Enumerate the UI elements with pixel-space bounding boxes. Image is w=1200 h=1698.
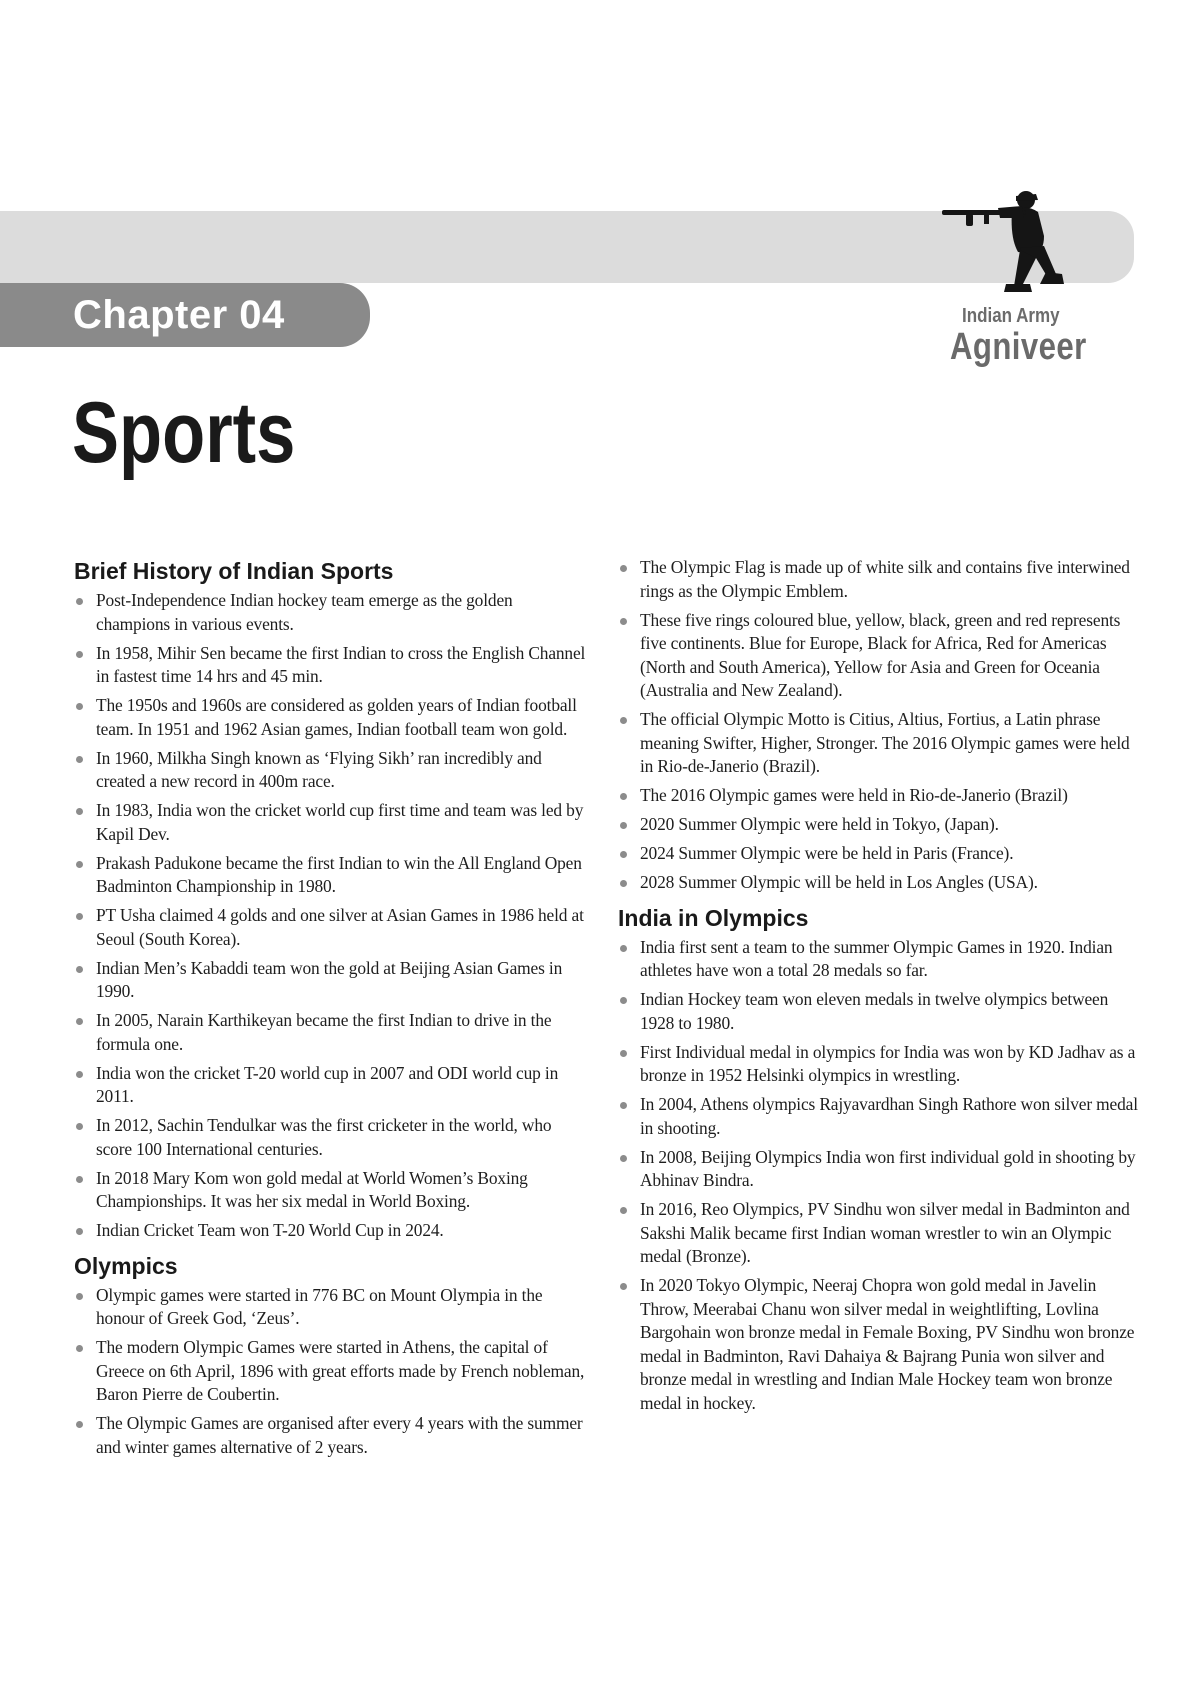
list-item: PT Usha claimed 4 golds and one silver at Asian Games in 1986 held at Seoul (South Korea). bbox=[74, 904, 590, 951]
list-item: India first sent a team to the summer Olympic Games in 1920. Indian athletes have won a total 28 medals so far. bbox=[618, 936, 1138, 983]
olympics-list bbox=[74, 1284, 590, 1460]
list-item: Prakash Padukone became the first Indian to win the All England Open Badminton Championship in 1980. bbox=[74, 852, 590, 899]
list-item: Indian Hockey team won eleven medals in twelve olympics between 1928 to 1980. bbox=[618, 988, 1138, 1035]
list-item: The official Olympic Motto is Citius, Altius, Fortius, a Latin phrase meaning Swifter, Higher, Stronger. The 2016 Olympic games were held in Rio-de-Janerio (Brazil). bbox=[618, 708, 1138, 779]
list-item: In 2005, Narain Karthikeyan became the first Indian to drive in the formula one. bbox=[74, 1009, 590, 1056]
list-item: Indian Men’s Kabaddi team won the gold at Beijing Asian Games in 1990. bbox=[74, 957, 590, 1004]
list-item: 2028 Summer Olympic will be held in Los Angles (USA). bbox=[618, 871, 1138, 895]
list-item: In 2020 Tokyo Olympic, Neeraj Chopra won gold medal in Javelin Throw, Meerabai Chanu won silver medal in weightlifting, Lovlina Bargohain won bronze medal in Female Boxing, PV Sindhu won bronze medal in Badminton, Ravi Dahaiya & Bajrang Punia won silver and bronze medal in wrestling and Indian Male Hockey team won bronze medal in hockey. bbox=[618, 1274, 1138, 1415]
list-item: Olympic games were started in 776 BC on Mount Olympia in the honour of Greek God, ‘Zeus’. bbox=[74, 1284, 590, 1331]
list-item: The modern Olympic Games were started in Athens, the capital of Greece on 6th April, 1896 with great efforts made by French nobleman, Baron Pierre de Coubertin. bbox=[74, 1336, 590, 1407]
list-item: In 2018 Mary Kom won gold medal at World Women’s Boxing Championships. It was her six medal in World Boxing. bbox=[74, 1167, 590, 1214]
list-item: India won the cricket T-20 world cup in 2007 and ODI world cup in 2011. bbox=[74, 1062, 590, 1109]
chapter-label: Chapter 04 bbox=[73, 293, 285, 337]
list-item: 2020 Summer Olympic were held in Tokyo, (Japan). bbox=[618, 813, 1138, 837]
list-item: The Olympic Flag is made up of white silk and contains five interwined rings as the Olympic Emblem. bbox=[618, 556, 1138, 603]
section-heading-india-olympics: India in Olympics bbox=[618, 904, 809, 931]
list-item: In 2016, Reo Olympics, PV Sindhu won silver medal in Badminton and Sakshi Malik became first Indian woman wrestler to win an Olympic medal (Bronze). bbox=[618, 1198, 1138, 1269]
brand-logo-text: Agniveer bbox=[950, 326, 1087, 368]
left-column bbox=[74, 556, 590, 1465]
list-item: Post-Independence Indian hockey team emerge as the golden champions in various events. bbox=[74, 589, 590, 636]
section-heading-history: Brief History of Indian Sports bbox=[74, 558, 394, 584]
list-item: The 2016 Olympic games were held in Rio-de-Janerio (Brazil) bbox=[618, 784, 1138, 808]
right-column bbox=[618, 556, 1138, 1421]
brand-subtitle: Indian Army bbox=[962, 305, 1060, 327]
india-olympics-list bbox=[618, 936, 1138, 1416]
list-item: The Olympic Games are organised after every 4 years with the summer and winter games alternative of 2 years. bbox=[74, 1412, 590, 1459]
section-heading-olympics: Olympics bbox=[74, 1252, 178, 1279]
list-item: In 1983, India won the cricket world cup first time and team was led by Kapil Dev. bbox=[74, 799, 590, 846]
list-item: The 1950s and 1960s are considered as golden years of Indian football team. In 1951 and 1962 Asian games, Indian football team won gold. bbox=[74, 694, 590, 741]
page-title: Sports bbox=[72, 385, 296, 481]
list-item: In 2004, Athens olympics Rajyavardhan Singh Rathore won silver medal in shooting. bbox=[618, 1093, 1138, 1140]
list-item: In 1958, Mihir Sen became the first Indian to cross the English Channel in fastest time 14 hrs and 45 min. bbox=[74, 642, 590, 689]
soldier-icon bbox=[940, 188, 1070, 296]
list-item: In 2012, Sachin Tendulkar was the first cricketer in the world, who score 100 International centuries. bbox=[74, 1114, 590, 1161]
list-item: 2024 Summer Olympic were be held in Paris (France). bbox=[618, 842, 1138, 866]
list-item: In 1960, Milkha Singh known as ‘Flying Sikh’ ran incredibly and created a new record in 400m race. bbox=[74, 747, 590, 794]
list-item: Indian Cricket Team won T-20 World Cup in 2024. bbox=[74, 1219, 590, 1243]
olympics-facts-list bbox=[618, 556, 1138, 895]
list-item: First Individual medal in olympics for India was won by KD Jadhav as a bronze in 1952 Helsinki olympics in wrestling. bbox=[618, 1041, 1138, 1088]
history-list bbox=[74, 589, 590, 1243]
list-item: These five rings coloured blue, yellow, black, green and red represents five continents. Blue for Europe, Black for Africa, Red for Americas (North and South America), Yellow for Asia and Green for Oceania (Australia and New Zealand). bbox=[618, 609, 1138, 703]
list-item: In 2008, Beijing Olympics India won first individual gold in shooting by Abhinav Bindra. bbox=[618, 1146, 1138, 1193]
